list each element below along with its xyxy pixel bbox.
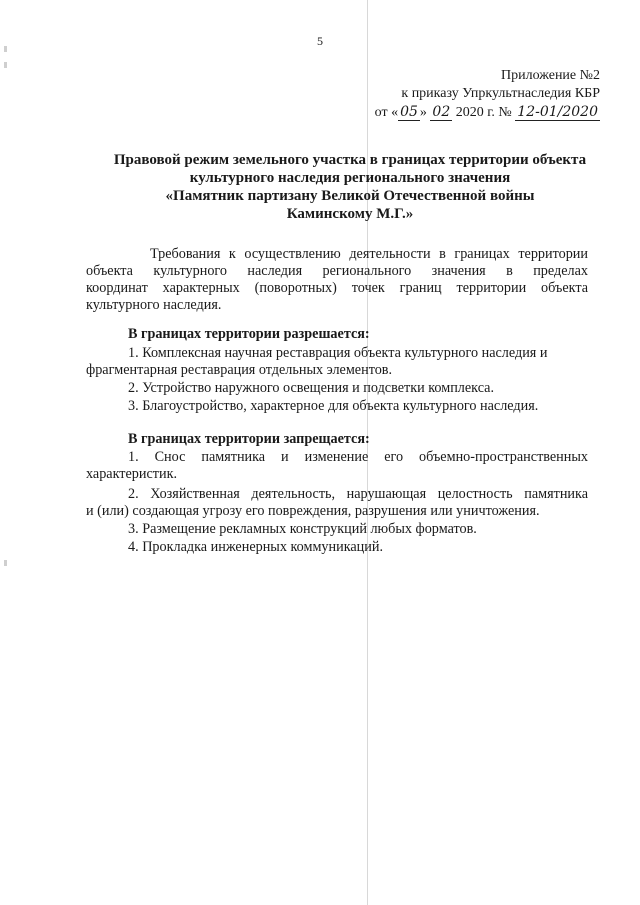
- allowed-item: 1. Комплексная научная реставрация объекта культурного наследия и: [128, 345, 548, 361]
- document-title-line: Каминскому М.Г.»: [286, 206, 414, 222]
- forbidden-item: и (или) создающая угрозу его повреждения, разрушения или уничтожения.: [86, 503, 540, 519]
- document-title-line: культурного наследия регионального значения: [189, 170, 511, 186]
- forbidden-item: 1. Снос памятника и изменение его объемно-пространственных: [128, 449, 588, 465]
- allowed-item: фрагментарная реставрация отдельных элементов.: [86, 362, 393, 378]
- intro-line: культурного наследия.: [86, 297, 222, 313]
- order-date-line: [375, 104, 600, 121]
- date-year: 2020 г. №: [455, 105, 512, 120]
- allowed-item: 3. Благоустройство, характерное для объекта культурного наследия.: [128, 398, 539, 414]
- intro-line: Требования к осуществлению деятельности в границах территории: [150, 246, 588, 262]
- date-day: 05: [400, 104, 418, 120]
- document-title-line: Правовой режим земельного участка в границах территории объекта: [113, 152, 587, 168]
- forbidden-item: характеристик.: [86, 466, 178, 482]
- forbidden-item: 2. Хозяйственная деятельность, нарушающая целостность памятника: [128, 486, 588, 502]
- date-separator: »: [419, 105, 427, 120]
- page-number: 5: [317, 34, 323, 48]
- order-number: 12-01/2020: [517, 104, 598, 120]
- date-prefix: от «: [374, 105, 399, 120]
- forbidden-item: 4. Прокладка инженерных коммуникаций.: [128, 539, 384, 555]
- intro-line: координат характерных (поворотных) точек границ территории объекта: [86, 280, 588, 296]
- appendix-label: Приложение №2: [501, 68, 600, 83]
- date-month: 02: [432, 104, 451, 120]
- allowed-heading: В границах территории разрешается:: [128, 326, 370, 342]
- forbidden-item: 3. Размещение рекламных конструкций любых форматов.: [128, 521, 477, 537]
- order-reference: к приказу Упркультнаследия КБР: [401, 86, 600, 101]
- intro-line: объекта культурного наследия регионального значения в пределах: [86, 263, 588, 279]
- scan-edge-mark: [4, 62, 7, 68]
- allowed-item: 2. Устройство наружного освещения и подсветки комплекса.: [128, 380, 495, 396]
- document-title-line: «Памятник партизану Великой Отечественной войны: [165, 188, 535, 204]
- forbidden-heading: В границах территории запрещается:: [128, 431, 370, 447]
- scan-edge-mark: [4, 560, 7, 566]
